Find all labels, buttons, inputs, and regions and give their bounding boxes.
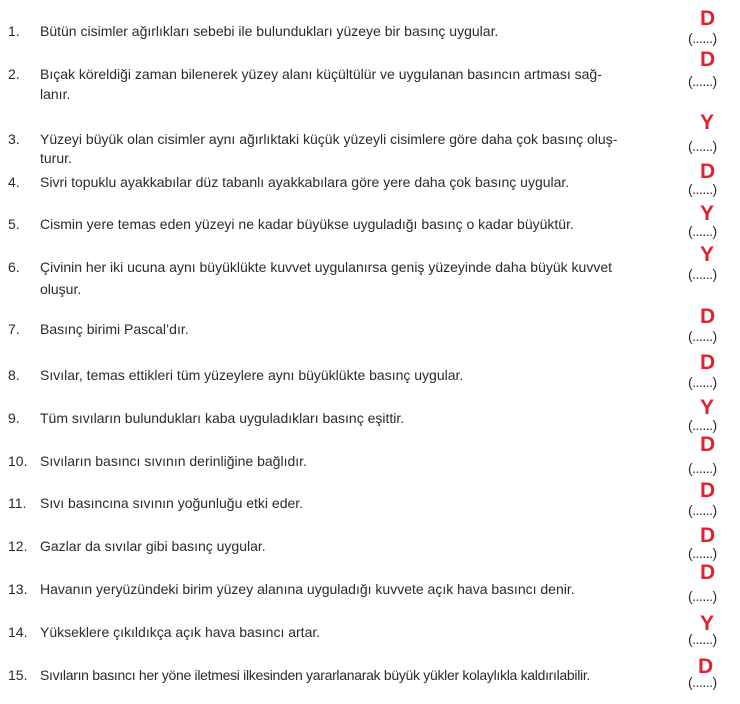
answer-mark: Y — [700, 396, 715, 419]
answer-blank-brackets: (......) — [688, 502, 717, 518]
question-text: Tüm sıvıların bulundukları kaba uyguladıkları basınç eşittir. — [40, 410, 405, 426]
answer-blank[interactable] — [688, 652, 734, 692]
question-text: Havanın yeryüzündeki birim yüzey alanına uyguladığı kuvvete açık hava basıncı denir. — [40, 581, 575, 597]
answer-blank[interactable] — [688, 352, 734, 392]
answer-blank[interactable] — [688, 480, 734, 520]
answer-blank-brackets: (......) — [688, 266, 717, 282]
answer-blank-brackets: (......) — [688, 223, 717, 239]
question-number: 5. — [8, 216, 20, 232]
question-number: 14. — [8, 624, 28, 640]
question-text: Yüzeyi büyük olan cisimler aynı ağırlıktaki küçük yüzeyli cisimlere göre daha çok basınç oluş- — [40, 131, 618, 147]
answer-blank-brackets: (......) — [688, 588, 717, 604]
answer-blank-brackets: (......) — [688, 73, 717, 89]
answer-blank[interactable] — [688, 523, 734, 563]
answer-mark: D — [700, 479, 716, 502]
question-text-continued: turur. — [40, 150, 72, 166]
answer-mark: D — [700, 7, 716, 30]
answer-mark: D — [700, 561, 716, 584]
answer-mark: D — [700, 524, 716, 547]
question-number: 11. — [8, 495, 27, 511]
answer-blank-brackets: (......) — [688, 138, 717, 154]
question-text: Sivri topuklu ayakkabılar düz tabanlı ayakkabılara göre yere daha çok basınç uygular. — [40, 174, 570, 190]
answer-blank[interactable] — [688, 48, 734, 91]
answer-mark: Y — [700, 111, 715, 134]
answer-mark: D — [700, 160, 716, 183]
answer-blank-brackets: (......) — [688, 545, 717, 561]
answer-blank[interactable] — [688, 395, 734, 435]
answer-mark: Y — [700, 202, 715, 225]
answer-blank[interactable] — [688, 201, 734, 241]
answer-blank[interactable] — [688, 111, 734, 156]
question-number: 9. — [8, 410, 20, 426]
question-text: Sıvılar, temas ettikleri tüm yüzeylere aynı büyüklükte basınç uygular. — [40, 367, 464, 383]
question-text: Yükseklere çıkıldıkça açık hava basıncı artar. — [40, 624, 321, 640]
question-text: Cismin yere temas eden yüzeyi ne kadar büyükse uyguladığı basınç o kadar büyüktür. — [40, 216, 574, 232]
answer-blank[interactable] — [688, 609, 734, 649]
question-text: Basınç birimi Pascal’dır. — [40, 321, 189, 337]
question-text: Sıvı basıncına sıvının yoğunluğu etki eder. — [40, 495, 304, 511]
answer-blank-brackets: (......) — [688, 631, 717, 647]
answer-mark: D — [700, 48, 716, 71]
question-number: 7. — [8, 321, 20, 337]
question-number: 12. — [8, 538, 28, 554]
question-text-continued: lanır. — [40, 86, 71, 102]
question-text: Gazlar da sıvılar gibi basınç uygular. — [40, 538, 266, 554]
answer-blank[interactable] — [688, 306, 734, 346]
question-number: 15. — [8, 667, 28, 683]
answer-blank-brackets: (......) — [688, 417, 717, 433]
answer-mark: D — [698, 655, 714, 678]
question-number: 13. — [8, 581, 28, 597]
answer-blank-brackets: (......) — [688, 181, 717, 197]
question-text-continued: oluşur. — [40, 281, 82, 297]
question-number: 8. — [8, 367, 20, 383]
question-text: Çivinin her iki ucuna aynı büyüklükte kuvvet uygulanırsa geniş yüzeyinde daha büyük kuvvet — [40, 259, 612, 275]
question-number: 3. — [8, 131, 20, 147]
answer-mark: D — [700, 433, 716, 456]
answer-blank-brackets: (......) — [688, 374, 717, 390]
answer-mark: Y — [700, 243, 715, 266]
question-number: 1. — [8, 23, 20, 39]
question-text: Bütün cisimler ağırlıkları sebebi ile bulundukları yüzeye bir basınç uygular. — [40, 23, 499, 39]
answer-blank-brackets: (......) — [688, 328, 717, 344]
question-number: 6. — [8, 259, 20, 275]
question-text: Bıçak köreldiği zaman bilenerek yüzey alanı küçültülür ve uygulanan basıncın artması sağ- — [40, 66, 602, 82]
answer-mark: Y — [700, 612, 715, 635]
question-number: 4. — [8, 174, 20, 190]
answer-blank-brackets: (......) — [688, 674, 717, 690]
answer-mark: D — [700, 351, 716, 374]
question-number: 10. — [8, 453, 28, 469]
question-text: Sıvıların basıncı sıvının derinliğine bağlıdır. — [40, 453, 307, 469]
answer-blank[interactable] — [688, 8, 734, 48]
answer-blank-brackets: (......) — [688, 30, 717, 46]
answer-blank[interactable] — [688, 433, 734, 478]
answer-blank[interactable] — [688, 561, 734, 606]
answer-blank[interactable] — [688, 159, 734, 199]
question-text: Sıvıların basıncı her yöne iletmesi ilkesinden yararlanarak büyük yükler kolaylıkla kaldırılabilir. — [40, 667, 591, 683]
answer-blank-brackets: (......) — [688, 460, 717, 476]
question-number: 2. — [8, 66, 20, 82]
answer-mark: D — [700, 305, 716, 328]
answer-blank[interactable] — [688, 244, 734, 284]
